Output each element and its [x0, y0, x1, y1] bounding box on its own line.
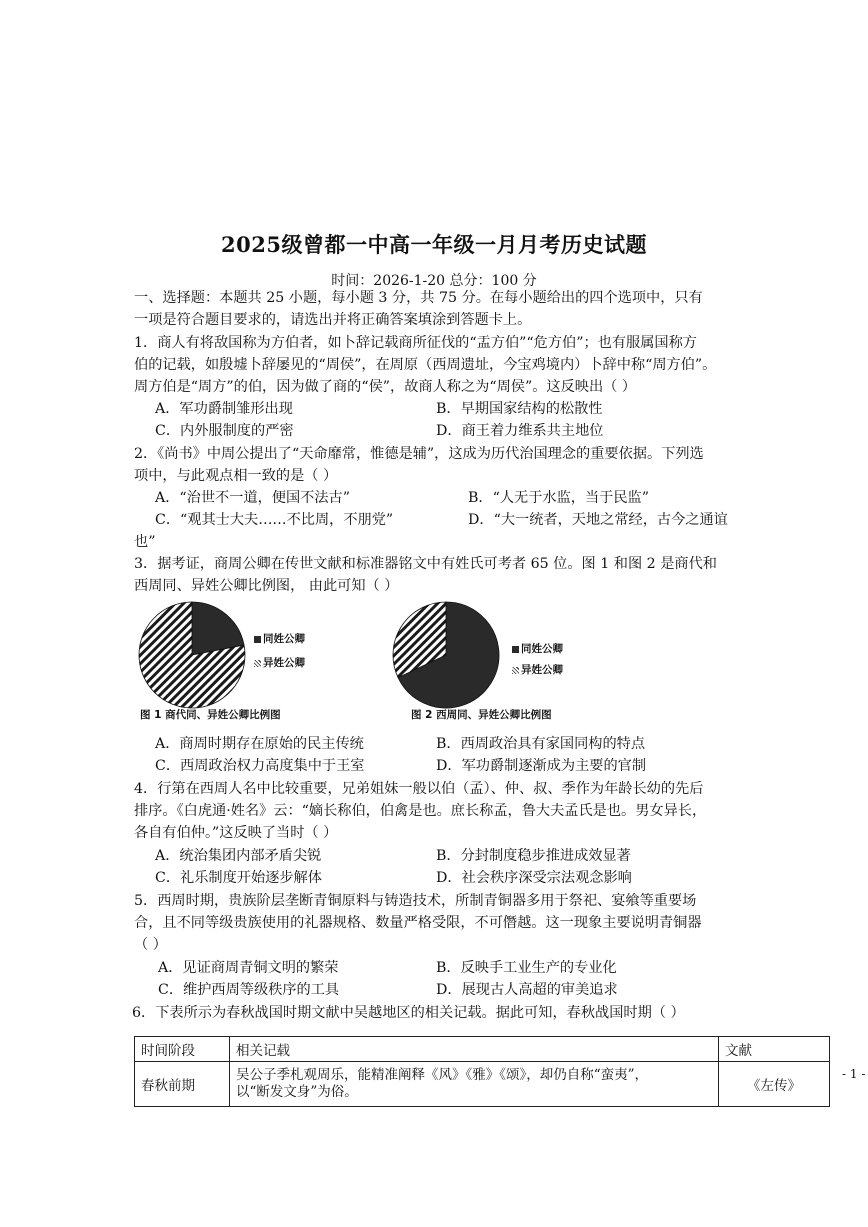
- table-header-cell: 相关记载: [230, 1037, 719, 1062]
- question-4-text: 排序。《白虎通·姓名》云：“嫡长称伯，伯禽是也。庶长称孟，鲁大夫孟氏是也。男女异长，: [134, 803, 707, 819]
- table-cell-source: 《左传》: [719, 1062, 830, 1107]
- question-3-text: 3．据考证，商周公卿在传世文献和标准器铭文中有姓氏可考者 65 位。图 1 和图 2 是商代和: [134, 556, 717, 572]
- table-header-row: [135, 1037, 830, 1062]
- question-6-text: 6．下表所示为春秋战国时期文献中吴越地区的相关记载。据此可知，春秋战国时期（ ）: [132, 1005, 685, 1021]
- question-6-table: [134, 1036, 830, 1107]
- question-1-option-a: A．军功爵制雏形出现: [155, 401, 293, 417]
- table-header-cell: 时间阶段: [135, 1037, 230, 1062]
- question-4-option-b: B．分封制度稳步推进成效显著: [436, 848, 631, 864]
- table-cell-record: [230, 1062, 719, 1107]
- question-5-option-a: A．见证商周青铜文明的繁荣: [158, 960, 339, 976]
- question-4-option-d: D．社会秩序深受宗法观念影响: [436, 870, 632, 886]
- section-intro: 一、选择题：本题共 25 小题，每小题 3 分，共 75 分。在每小题给出的四个选项中，只有: [134, 290, 703, 306]
- page-number: - 1 -: [842, 1067, 866, 1081]
- question-3-text: 西周同、异姓公卿比例图， 由此可知（ ）: [134, 578, 399, 594]
- question-3-option-c: C．西周政治权力高度集中于王室: [155, 758, 365, 774]
- question-1-option-c: C．内外服制度的严密: [155, 423, 294, 439]
- question-4-option-a: A．统治集团内部矛盾尖锐: [155, 848, 322, 864]
- question-4-text: 各自有伯仲。”这反映了当时（ ）: [134, 825, 338, 841]
- figure-2-legend-diff: 异姓公卿: [512, 662, 563, 677]
- figure-1-caption: 图 1 商代同、异姓公卿比例图: [140, 709, 281, 721]
- table-header-cell: 文献: [719, 1037, 830, 1062]
- question-2-text: 项中，与此观点相一致的是（ ）: [134, 468, 338, 484]
- question-2-option-d-cont: 也”: [134, 534, 156, 550]
- question-5-option-b: B．反映手工业生产的专业化: [436, 960, 617, 976]
- question-2-text: 2．《尚书》中周公提出了“天命靡常，惟德是辅”，这成为历代治国理念的重要依据。下列选: [134, 446, 704, 462]
- question-3-option-a: A．商周时期存在原始的民主传统: [155, 736, 364, 752]
- question-1-option-b: B．早期国家结构的松散性: [436, 401, 603, 417]
- question-2-option-d: D．“大一统者，天地之常经，古今之通谊: [468, 512, 728, 528]
- question-2-option-a: A．“治世不一道，便国不法古”: [155, 490, 351, 506]
- question-4-text: 4．行第在西周人名中比较重要，兄弟姐妹一般以伯（孟）、仲、叔、季作为年龄长幼的先后: [134, 781, 704, 797]
- exam-subtitle: 时间：2026-1-20 总分：100 分: [331, 273, 537, 289]
- question-5-option-c: C．维护西周等级秩序的工具: [158, 982, 340, 998]
- figure-2-legend-same: 同姓公卿: [512, 641, 563, 656]
- question-2-option-c: C．“观其士大夫……不比周，不朋党”: [155, 512, 394, 528]
- question-1-text: 伯的记载，如殷墟卜辞屡见的“周侯”，在周原（西周遗址，今宝鸡境内）卜辞中称“周方伯”。: [134, 357, 717, 373]
- question-1-text: 1．商人有将敌国称为方伯者，如卜辞记载商所征伐的“盂方伯”“危方伯”；也有服属国称方: [134, 335, 697, 351]
- figure-2-caption: 图 2 西周同、异姓公卿比例图: [411, 709, 552, 721]
- question-4-option-c: C．礼乐制度开始逐步解体: [155, 870, 322, 886]
- table-cell-record-line: 以“断发文身”为俗。: [236, 1084, 358, 1100]
- question-5-option-d: D．展现古人高超的审美追求: [436, 982, 618, 998]
- question-1-option-d: D．商王着力维系共主地位: [436, 423, 604, 439]
- question-3-option-b: B．西周政治具有家国同构的特点: [436, 736, 646, 752]
- table-cell-record-line: 吴公子季札观周乐，能精准阐释《风》《雅》《颂》，却仍自称“蛮夷”，: [236, 1067, 649, 1083]
- table-row: [135, 1062, 830, 1107]
- section-intro: 一项是符合题目要求的，请选出并将正确答案填涂到答题卡上。: [134, 312, 532, 328]
- figure-1-legend-same: 同姓公卿: [254, 631, 305, 646]
- question-5-text: 合，且不同等级贵族使用的礼器规格、数量严格受限，不可僭越。这一现象主要说明青铜器: [134, 915, 702, 931]
- question-2-option-b: B．“人无于水监，当于民监”: [468, 490, 649, 506]
- exam-title: 2025级曾都一中高一年级一月月考历史试题: [221, 232, 647, 257]
- table-cell-stage: 春秋前期: [135, 1062, 230, 1107]
- question-5-text: 5．西周时期，贵族阶层垄断青铜原料与铸造技术，所制青铜器多用于祭祀、宴飨等重要场: [134, 893, 697, 909]
- question-3-option-d: D．军功爵制逐渐成为主要的官制: [436, 758, 647, 774]
- question-1-text: 周方伯是“周方”的伯，因为做了商的“侯”，故商人称之为“周侯”。这反映出（ ）: [134, 379, 637, 395]
- question-5-text: （ ）: [134, 937, 167, 953]
- figure-1-legend-diff: 异姓公卿: [254, 655, 305, 670]
